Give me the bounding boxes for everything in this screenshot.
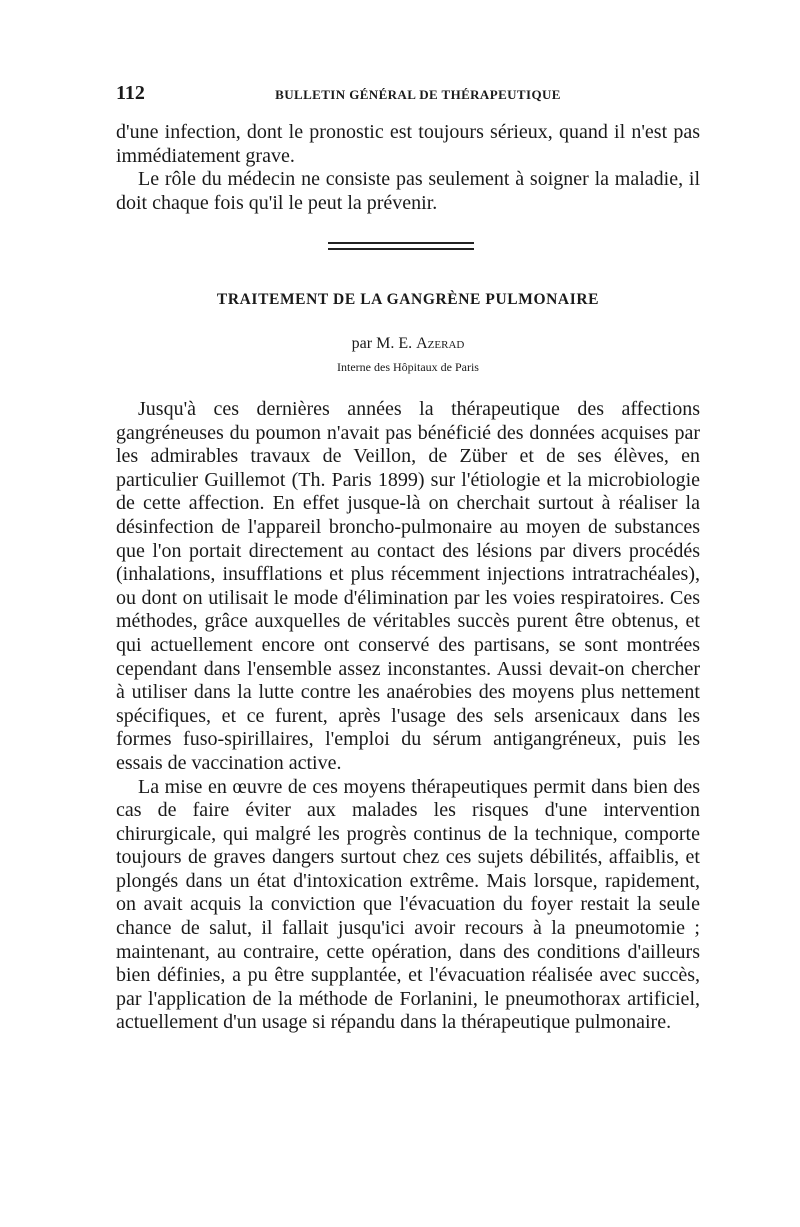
- article-title: TRAITEMENT DE LA GANGRÈNE PULMONAIRE: [216, 291, 600, 308]
- article-paragraph: Jusqu'à ces dernières années la thérapeutique des affections gangréneuses du poumon n'avait pas bénéficié des données acquises par les admirables travaux de Veillon, de Züber et de ses élèves, en particulier Guillemot (Th. Paris 1899) sur l'étiologie et la microbiologie de cette affection. En effet jusque-là on cherchait surtout à réaliser la désinfection de l'appareil broncho-pulmonaire au moyen de substances que l'on portait directement au contact des lésions par divers procédés (inhalations, insufflations et plus récemment injections intratrachéales), ou dont on utilisait le mode d'élimination par les voies respiratoires. Ces méthodes, grâce auxquelles de véritables succès purent être obtenus, et qui actuellement encore ont conservé des partisans, se sont montrées cependant dans l'ensemble assez inconstantes. Aussi devait-on chercher à utiliser dans la lutte contre les anaérobies des moyens plus nettement spécifiques, et ce furent, après l'usage des sels arsenicaux dans les formes fuso-spirillaires, l'emploi du sérum antigangréneux, puis les essais de vaccination active.: [116, 398, 700, 774]
- article-paragraph: La mise en œuvre de ces moyens thérapeutiques permit dans bien des cas de faire éviter aux malades les risques d'une intervention chirurgicale, qui malgré les progrès continus de la technique, comporte toujours de graves dangers surtout chez ces sujets débilités, affaiblis, et plongés dans un état d'intoxication extrême. Mais lorsque, rapidement, on avait acquis la conviction que l'évacuation du foyer restait la seule chance de salut, il fallait jusqu'ici avoir recours à la pneumotomie ; maintenant, au contraire, cette opération, dans des conditions d'ailleurs bien définies, a pu être supplantée, et l'évacuation réalisée avec succès, par l'application de la méthode de Forlanini, le pneumothorax artificiel, actuellement d'un usage si répandu dans la thérapeutique pulmonaire.: [116, 775, 700, 1034]
- author-affiliation: Interne des Hôpitaux de Paris: [337, 360, 479, 374]
- running-title: BULLETIN GÉNÉRAL DE THÉRAPEUTIQUE: [275, 87, 561, 102]
- running-header: [116, 82, 720, 106]
- byline-prefix: par M. E.: [351, 335, 417, 352]
- byline: [116, 335, 700, 353]
- intro-paragraph: d'une infection, dont le pronostic est toujours sérieux, quand il n'est pas immédiatement grave.: [116, 121, 700, 167]
- section-divider: [328, 242, 474, 250]
- intro-text: [116, 121, 700, 215]
- intro-paragraph: Le rôle du médecin ne consiste pas seulement à soigner la maladie, il doit chaque fois qu'il le peut la prévenir.: [116, 168, 700, 214]
- author-name: Azerad: [416, 335, 465, 352]
- article-body: [116, 398, 700, 1035]
- page-number: 112: [116, 82, 145, 104]
